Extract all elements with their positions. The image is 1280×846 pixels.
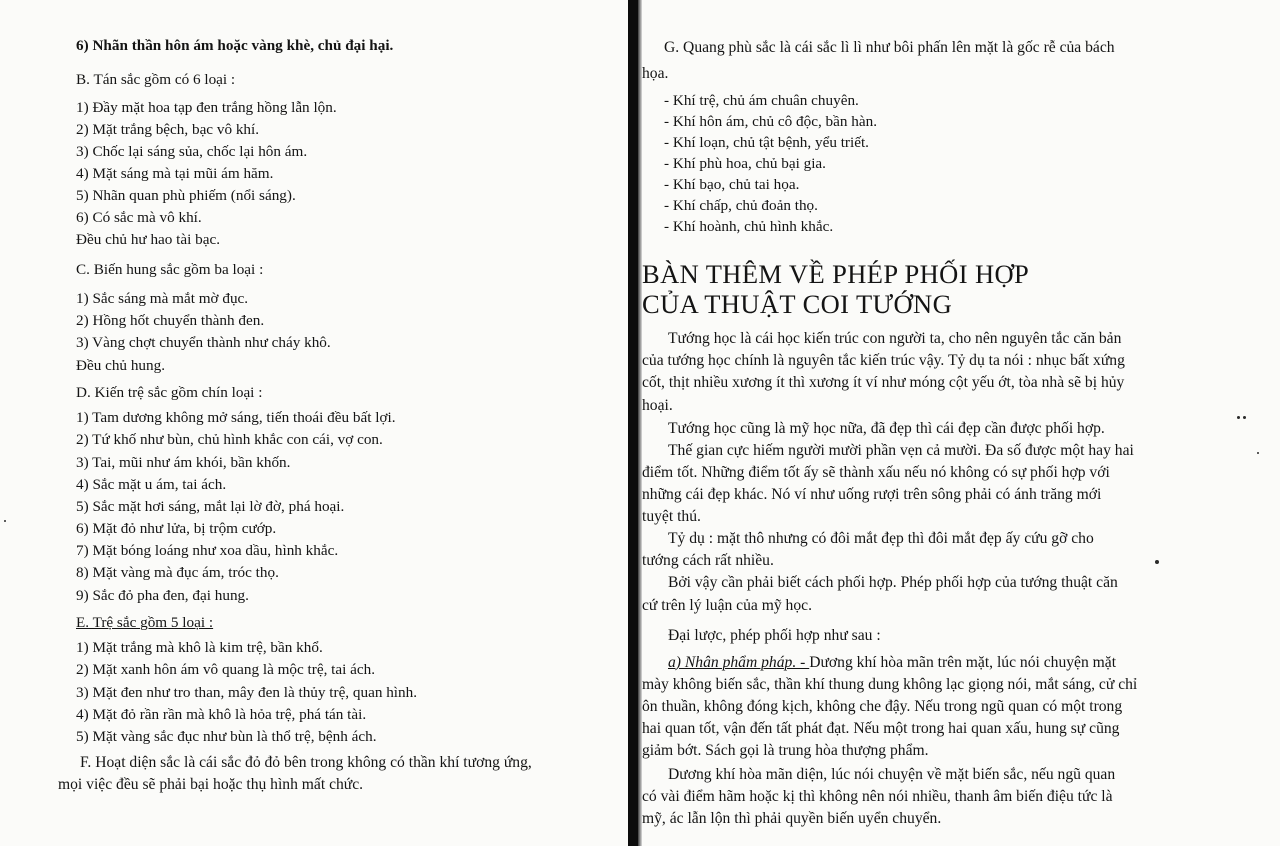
text-line: 2) Mặt xanh hôn ám vô quang là mộc trệ, tai ách.	[76, 661, 376, 678]
paragraph-line: Tướng học cũng là mỹ học nữa, đã đẹp thì cái đẹp cần được phối hợp.	[668, 420, 1105, 437]
text-line: 1) Tam dương không mở sáng, tiến thoái đều bất lợi.	[76, 409, 396, 426]
left-page	[0, 0, 630, 846]
text-line: 3) Mặt đen như tro than, mây đen là thủy trệ, quan hình.	[76, 684, 418, 701]
scan-speck	[1237, 416, 1240, 419]
paragraph-line: hai quan tốt, vận đến tất phát đạt. Nếu một trong hai quan xấu, hung sự cũng	[642, 720, 1120, 737]
paragraph-line: tướng cách rất nhiều.	[642, 552, 774, 569]
text-line: 2) Tứ khố như bùn, chủ hình khắc con cái, vợ con.	[76, 431, 383, 448]
paragraph-text: Dương khí hòa mãn trên mặt, lúc nói chuyện mặt	[809, 654, 1117, 671]
text-line: 4) Mặt sáng mà tại mũi ám hăm.	[76, 165, 274, 182]
chapter-heading: CỦA THUẬT COI TƯỚNG	[642, 289, 953, 319]
text-line: 3) Vàng chợt chuyển thành như cháy khô.	[76, 334, 331, 351]
paragraph-line: mọi việc đều sẽ phải bại hoặc thụ hình mất chức.	[58, 776, 364, 793]
text-line: 6) Mặt đỏ như lửa, bị trộm cướp.	[76, 520, 277, 537]
text-line: 5) Mặt vàng sắc đục như bùn là thổ trệ, bệnh ách.	[76, 728, 377, 745]
text-line: 9) Sắc đỏ pha đen, đại hung.	[76, 587, 249, 604]
scan-speck	[1257, 452, 1259, 454]
list-item: - Khí hoành, chủ hình khắc.	[664, 218, 834, 235]
paragraph-line: cốt, thịt nhiều xương ít thì xương ít ví như móng cột yếu ớt, tòa nhà sẽ bị hủy	[642, 374, 1125, 391]
paragraph-line: có vài điểm hãm hoặc kị thì không nên nói nhiều, thanh âm biến điệu tức là	[642, 788, 1113, 805]
paragraph-line: tuyệt thú.	[642, 508, 701, 525]
right-page	[642, 0, 1280, 846]
text-line: 1) Sắc sáng mà mắt mờ đục.	[76, 290, 249, 307]
text-line: 7) Mặt bóng loáng như xoa dầu, hình khắc.	[76, 542, 339, 559]
paragraph-line: F. Hoạt diện sắc là cái sắc đỏ đỏ bên trong không có thần khí tương ứng,	[80, 754, 532, 771]
text-line: 3) Chốc lại sáng sủa, chốc lại hôn ám.	[76, 143, 308, 160]
paragraph-line: Bởi vậy cần phải biết cách phối hợp. Phép phối hợp của tướng thuật căn	[668, 574, 1118, 591]
paragraph-line: giảm bớt. Sách gọi là trung hòa thượng phẩm.	[642, 742, 929, 759]
text-line: 2) Mặt trắng bệch, bạc vô khí.	[76, 121, 260, 138]
scan-speck	[1243, 416, 1246, 419]
text-line: 1) Mặt trắng mà khô là kim trệ, bần khổ.	[76, 639, 323, 656]
text-line: 4) Sắc mặt u ám, tai ách.	[76, 476, 227, 493]
text-line: 5) Nhãn quan phù phiếm (nổi sáng).	[76, 187, 296, 204]
section-heading: E. Trệ sắc gồm 5 loại :	[76, 614, 214, 631]
paragraph-line: Tướng học là cái học kiến trúc con người ta, cho nên nguyên tắc căn bản	[668, 330, 1122, 347]
text-line: 3) Tai, mũi như ám khói, bần khốn.	[76, 454, 291, 471]
text-line: 6) Nhãn thần hôn ám hoặc vàng khè, chủ đại hại.	[76, 37, 394, 54]
text-line: 8) Mặt vàng mà đục ám, tróc thọ.	[76, 564, 279, 581]
paragraph-line	[668, 653, 1116, 673]
list-item: - Khí loạn, chủ tật bệnh, yểu triết.	[664, 134, 869, 151]
list-item: - Khí trệ, chủ ám chuân chuyên.	[664, 92, 859, 109]
paragraph-line: của tướng học chính là nguyên tắc kiến trúc vậy. Tỷ dụ ta nói : nhục bất xứng	[642, 352, 1125, 369]
text-line: 2) Hồng hốt chuyển thành đen.	[76, 312, 265, 329]
scan-speck	[4, 520, 6, 522]
subsection-lead: a) Nhân phẩm pháp. -	[668, 654, 810, 671]
list-item: - Khí chấp, chủ đoản thọ.	[664, 197, 818, 214]
paragraph-line: Thế gian cực hiếm người mười phần vẹn cả mười. Đa số được một hay hai	[668, 442, 1134, 459]
paragraph-line: G. Quang phù sắc là cái sắc lì lì như bôi phấn lên mặt là gốc rễ của bách	[664, 39, 1115, 56]
text-line: 1) Đầy mặt hoa tạp đen trắng hồng lẫn lộn.	[76, 99, 337, 116]
text-line: 4) Mặt đỏ rần rần mà khô là hỏa trệ, phá tán tài.	[76, 706, 367, 723]
list-item: - Khí bạo, chủ tai họa.	[664, 176, 800, 193]
paragraph-line: họa.	[642, 65, 669, 82]
text-line: Đều chủ hung.	[76, 357, 165, 374]
paragraph-line: điểm tốt. Những điểm tốt ấy sẽ thành xấu nếu nó không có sự phối hợp với	[642, 464, 1110, 481]
paragraph-line: hoại.	[642, 397, 673, 414]
section-heading: B. Tán sắc gồm có 6 loại :	[76, 71, 236, 88]
paragraph-line: Đại lược, phép phối hợp như sau :	[668, 627, 881, 644]
text-line: 6) Có sắc mà vô khí.	[76, 209, 202, 226]
section-heading: C. Biến hung sắc gồm ba loại :	[76, 261, 264, 278]
text-line: 5) Sắc mặt hơi sáng, mắt lại lờ đờ, phá hoại.	[76, 498, 345, 515]
list-item: - Khí hôn ám, chủ cô độc, bần hàn.	[664, 113, 877, 130]
list-item: - Khí phù hoa, chủ bại gia.	[664, 155, 826, 172]
scan-speck	[1155, 560, 1159, 564]
paragraph-line: Dương khí hòa mãn diện, lúc nói chuyện về mặt biến sắc, nếu ngũ quan	[668, 766, 1116, 783]
text-line: Đều chủ hư hao tài bạc.	[76, 231, 221, 248]
paragraph-line: mày không biến sắc, thần khí thung dung không lạc giọng nói, mắt sáng, cử chỉ	[642, 676, 1138, 693]
paragraph-line: những cái đẹp khác. Nó ví như uống rượi trên sông phải có ánh trăng mới	[642, 486, 1102, 503]
section-heading: D. Kiến trệ sắc gồm chín loại :	[76, 384, 263, 401]
chapter-heading: BÀN THÊM VỀ PHÉP PHỐI HỢP	[642, 259, 1030, 289]
paragraph-line: mỹ, ác lẫn lộn thì phải quyền biến uyển chuyển.	[642, 810, 942, 827]
paragraph-line: ôn thuần, không đóng kịch, không che đậy. Nếu trong ngũ quan có một trong	[642, 698, 1123, 715]
paragraph-line: Tỷ dụ : mặt thô nhưng có đôi mắt đẹp thì đôi mắt đẹp ấy cứu gỡ cho	[668, 530, 1094, 547]
paragraph-line: cứ trên lý luận của mỹ học.	[642, 597, 812, 614]
